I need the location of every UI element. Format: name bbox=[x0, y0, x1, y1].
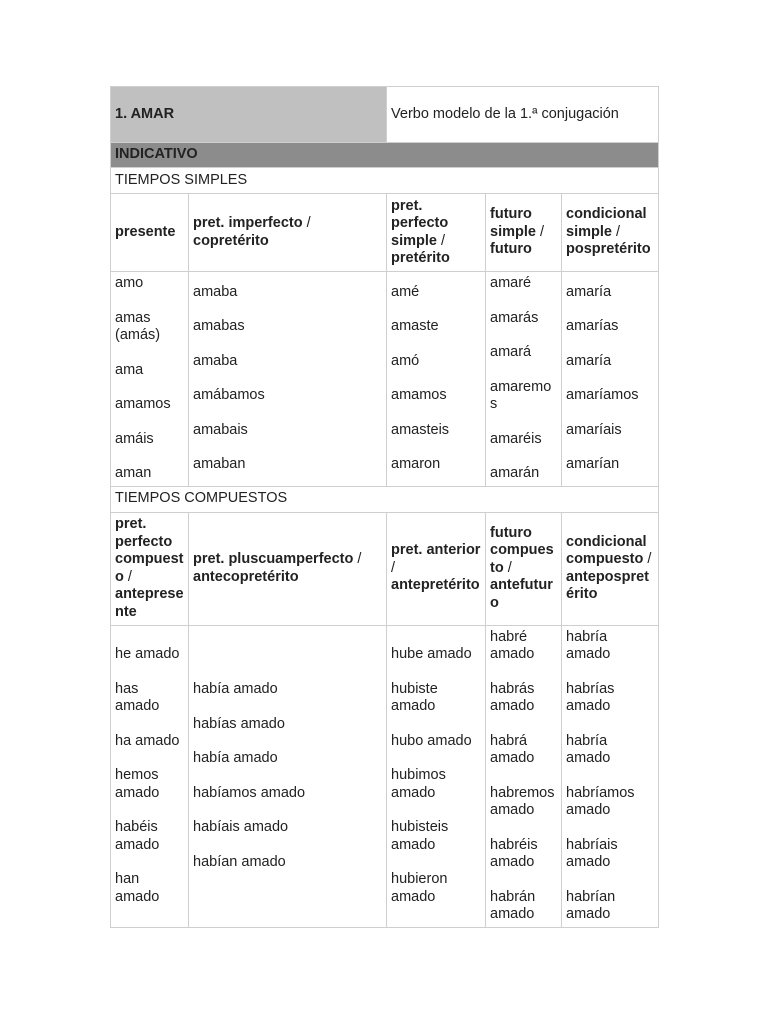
verb-form: amaría bbox=[566, 283, 612, 300]
tense-alt-name: pospretérito bbox=[566, 241, 651, 258]
verb-form: ha amado bbox=[115, 732, 180, 749]
compound-forms-cell bbox=[562, 625, 659, 927]
verb-form: habríamos amado bbox=[566, 784, 635, 818]
tense-separator: / bbox=[611, 223, 621, 240]
verb-form: aman bbox=[115, 465, 152, 481]
simple-forms-cell bbox=[189, 272, 387, 487]
simple-forms-cell bbox=[387, 272, 486, 487]
verb-form: hubimos amado bbox=[391, 767, 446, 801]
verb-form: hubo amado bbox=[391, 732, 472, 749]
conjugation-table bbox=[110, 86, 659, 928]
compound-headers-cell bbox=[111, 512, 189, 625]
tense-separator: / bbox=[353, 551, 362, 567]
verb-form: amaron bbox=[391, 456, 441, 473]
tense-separator: / bbox=[503, 559, 512, 576]
verb-form: amáis bbox=[115, 430, 154, 447]
verb-form: amasteis bbox=[391, 421, 450, 438]
verb-form: amaste bbox=[391, 318, 439, 335]
verb-form: hube amado bbox=[391, 646, 472, 662]
tense-alt-name: antepresente bbox=[115, 586, 184, 620]
verb-form: amábamos bbox=[193, 387, 265, 404]
verb-subtitle: Verbo modelo de la 1.ª conjugación bbox=[387, 87, 659, 143]
verb-form: he amado bbox=[115, 646, 180, 662]
verb-form: han amado bbox=[115, 871, 160, 905]
compound-label-row bbox=[111, 486, 659, 512]
verb-form: habrás amado bbox=[490, 680, 535, 714]
tense-name: pret. perfecto compuesto bbox=[115, 516, 184, 585]
verb-form: había amado bbox=[193, 750, 278, 766]
verb-form: habrá amado bbox=[490, 732, 535, 766]
compound-forms-cell bbox=[189, 625, 387, 927]
verb-form: amaría bbox=[566, 352, 612, 369]
verb-form: habrán amado bbox=[490, 888, 536, 922]
tense-alt-name: antepospretérito bbox=[566, 568, 650, 602]
tense-name: presente bbox=[115, 223, 176, 240]
tense-separator: / bbox=[302, 215, 311, 231]
compound-headers-cell bbox=[486, 512, 562, 625]
tense-separator: / bbox=[535, 223, 545, 240]
tense-alt-name: antefuturo bbox=[490, 577, 553, 611]
verb-form: amabais bbox=[193, 421, 248, 438]
simple-headers-cell bbox=[562, 194, 659, 272]
tense-separator: / bbox=[643, 551, 652, 567]
verb-form: amaremos bbox=[490, 378, 552, 412]
verb-form: amaban bbox=[193, 456, 246, 473]
compound-forms-cell bbox=[387, 625, 486, 927]
verb-form: había amado bbox=[193, 681, 278, 697]
simple-forms-cell bbox=[111, 272, 189, 487]
tense-alt-name: futuro bbox=[490, 241, 532, 258]
verb-form: amamos bbox=[115, 396, 171, 412]
compound-forms-cell bbox=[111, 625, 189, 927]
verb-form: amarías bbox=[566, 318, 619, 335]
verb-form: amarían bbox=[566, 456, 620, 473]
compound-tenses-heading: TIEMPOS COMPUESTOS bbox=[111, 486, 659, 512]
verb-form: habrías amado bbox=[566, 680, 615, 714]
verb-form: habríais amado bbox=[566, 836, 618, 870]
tense-alt-name: antecopretérito bbox=[193, 568, 299, 585]
verb-form: habrían amado bbox=[566, 888, 616, 922]
tense-alt-name: antepretérito bbox=[391, 577, 480, 594]
tense-name: pret. imperfecto bbox=[193, 215, 303, 231]
mood-heading: INDICATIVO bbox=[111, 143, 659, 168]
simple-forms-cell bbox=[562, 272, 659, 487]
verb-form: hubisteis amado bbox=[391, 819, 449, 853]
verb-form: amaré bbox=[490, 275, 532, 291]
tense-name: futuro simple bbox=[490, 206, 536, 240]
compound-header-row bbox=[111, 512, 659, 625]
verb-form: amabas bbox=[193, 318, 245, 335]
verb-form: habías amado bbox=[193, 715, 285, 732]
tense-alt-name: copretérito bbox=[193, 232, 269, 249]
verb-form: amaba bbox=[193, 352, 238, 369]
verb-form: hemos amado bbox=[115, 767, 160, 801]
verb-form: amaríais bbox=[566, 421, 622, 438]
verb-form: has amado bbox=[115, 680, 160, 714]
compound-headers-cell bbox=[189, 512, 387, 625]
simple-headers-cell bbox=[111, 194, 189, 272]
tense-separator: / bbox=[123, 568, 132, 585]
simple-forms-row bbox=[111, 272, 659, 487]
verb-form: habría amado bbox=[566, 732, 611, 766]
simple-tenses-heading: TIEMPOS SIMPLES bbox=[111, 168, 659, 194]
verb-form: habría amado bbox=[566, 628, 611, 662]
tense-alt-name: pretérito bbox=[391, 250, 450, 266]
verb-form: habré amado bbox=[490, 628, 535, 662]
verb-form: amará bbox=[490, 344, 532, 360]
verb-title: 1. AMAR bbox=[111, 87, 387, 143]
tense-separator: / bbox=[436, 232, 446, 249]
simple-forms-cell bbox=[486, 272, 562, 487]
verb-form: hubieron amado bbox=[391, 871, 448, 905]
verb-form: amaréis bbox=[490, 430, 542, 447]
verb-form: habíamos amado bbox=[193, 784, 306, 801]
verb-form: amaríamos bbox=[566, 387, 639, 404]
tense-name: pret. pluscuamperfecto bbox=[193, 551, 354, 567]
tense-name: condicional simple bbox=[566, 206, 647, 240]
verb-form: amarás bbox=[490, 309, 539, 326]
title-row bbox=[111, 87, 659, 143]
verb-form: amo bbox=[115, 275, 144, 291]
verb-form: amarán bbox=[490, 465, 540, 481]
simple-headers-cell bbox=[387, 194, 486, 272]
compound-forms-cell bbox=[486, 625, 562, 927]
simple-headers-cell bbox=[189, 194, 387, 272]
tense-separator: / bbox=[391, 559, 396, 576]
verb-form: hubiste amado bbox=[391, 680, 438, 714]
mood-row bbox=[111, 143, 659, 168]
compound-forms-row bbox=[111, 625, 659, 927]
verb-form: habremos amado bbox=[490, 784, 555, 818]
verb-form: ama bbox=[115, 361, 144, 378]
tense-name: pret. anterior bbox=[391, 542, 481, 559]
compound-headers-cell bbox=[387, 512, 486, 625]
compound-headers-cell bbox=[562, 512, 659, 625]
verb-form: amó bbox=[391, 352, 420, 369]
tense-name: pret. perfecto simple bbox=[391, 197, 449, 249]
simple-label-row bbox=[111, 168, 659, 194]
tense-name: futuro compuesto bbox=[490, 524, 554, 576]
simple-header-row bbox=[111, 194, 659, 272]
verb-form: habían amado bbox=[193, 853, 286, 870]
verb-form: habréis amado bbox=[490, 836, 538, 870]
verb-form: amas (amás) bbox=[115, 309, 161, 343]
verb-form: amé bbox=[391, 283, 420, 300]
verb-form: habéis amado bbox=[115, 819, 160, 853]
verb-form: amaba bbox=[193, 283, 238, 300]
verb-form: habíais amado bbox=[193, 819, 289, 835]
tense-name: condicional compuesto bbox=[566, 533, 647, 567]
verb-form: amamos bbox=[391, 387, 447, 404]
simple-headers-cell bbox=[486, 194, 562, 272]
